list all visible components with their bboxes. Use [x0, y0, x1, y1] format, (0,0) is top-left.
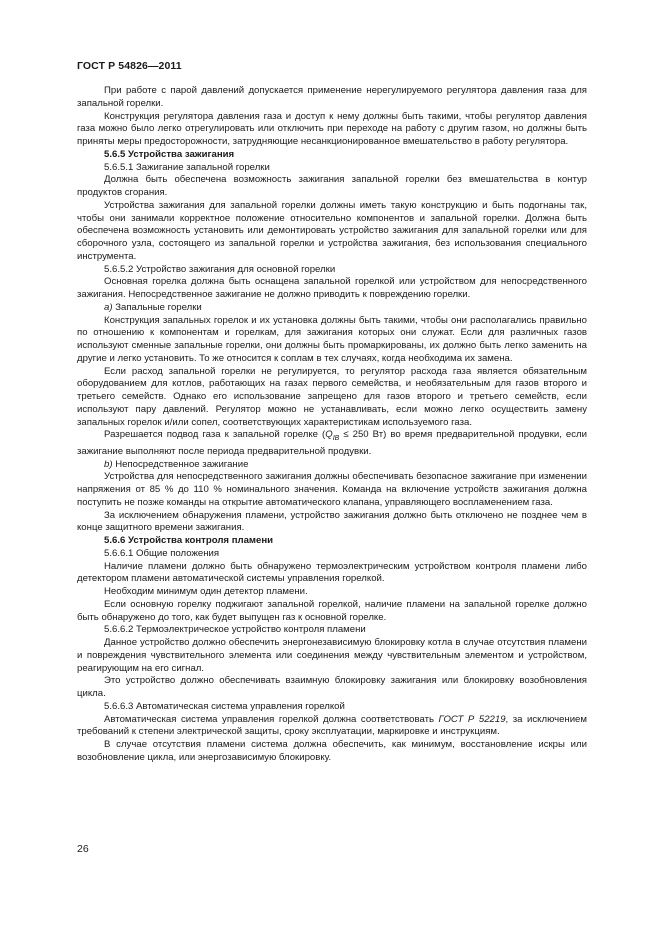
paragraph: Конструкция запальных горелок и их установка должны быть такими, чтобы они располагались правильно по отношению к компонентам и горелкам, для зажигания которых они служат. Если для различных газов используют сменные запальные горелки, они должны быть промаркированы, их должно быть легко заменить на другие и легко установить. То же относится к соплам в тех случаях, когда необходима их замена.	[77, 314, 587, 364]
subsection-title: 5.6.5.1 Зажигание запальной горелки	[104, 161, 270, 173]
paragraph: При работе с парой давлений допускается применение нерегулируемого регулятора давления газа для запальной горелки.	[77, 85, 587, 109]
list-item-heading	[77, 459, 587, 472]
paragraph: Если расход запальной горелки не регулируется, то регулятор расхода газа является обязательным оборудованием для котлов, работающих на газах первого семейства, и необязательным для газов второго и третьего семейств. Однако его использование запрещено для газов второго и третьего семейств, если используют пару давлений. Регулятор можно не устанавливать, если можно легко осуществить замену запальных горелок и/или сопел, соответствующих характеристикам используемого газа.	[77, 365, 587, 428]
paragraph: Должна быть обеспечена возможность зажигания запальной горелки без вмешательства в контур продуктов сгорания.	[77, 174, 587, 198]
subsection-title: 5.6.6.3 Автоматическая система управления горелкой	[104, 700, 345, 712]
page-number: 26	[77, 843, 89, 855]
paragraph: Необходим минимум один детектор пламени.	[104, 586, 308, 598]
paragraph: За исключением обнаружения пламени, устройство зажигания должно быть отключено не позднее чем в конце защитного времени зажигания.	[77, 509, 587, 534]
section-heading: 5.6.5 Устройства зажигания	[104, 148, 235, 160]
subsection-title: 5.6.5.2 Устройство зажигания для основной горелки	[104, 263, 336, 275]
paragraph: Это устройство должно обеспечивать взаимную блокировку зажигания или блокировку возобновления цикла.	[77, 675, 587, 700]
standard-code-header: ГОСТ Р 54826—2011	[77, 60, 182, 72]
paragraph: Устройства зажигания для запальной горелки должны иметь такую конструкцию и быть подогнаны так, чтобы они занимали корректное положение относительно компонентов и запальной горелки. Должна быть обеспечена возможность установить или демонтировать устройство зажигания для запальной горелки или для сборочного узла, состоящего из запальной горелки и устройства зажигания, без использования специального инструмента.	[77, 199, 587, 262]
section-heading: 5.6.6 Устройства контроля пламени	[104, 535, 274, 547]
paragraph: Основная горелка должна быть оснащена запальной горелкой или устройством для непосредственного зажигания. Непосредственное зажигание не должно приводить к повреждению горелки.	[77, 276, 587, 300]
list-item-label: а)	[104, 301, 113, 313]
formula-symbol: $Q_{IB}$	[325, 429, 340, 443]
subsection-title: 5.6.6.1 Общие положения	[104, 547, 220, 559]
paragraph-with-reference: Автоматическая система управления горелкой должна соответствовать ГОСТ Р 52219, за исключением требований к степени электрической защиты, сроку эксплуатации, маркировке и инструкциям.	[77, 713, 587, 738]
subsection-title: 5.6.6.2 Термоэлектрическое устройство контроля пламени	[104, 624, 366, 636]
list-item-text: Непосредственное зажигание	[115, 458, 249, 470]
document-body	[77, 85, 587, 765]
paragraph: В случае отсутствия пламени система должна обеспечить, как минимум, восстановление искры или возобновление цикла, или энергозависимую блокировку.	[77, 739, 587, 763]
list-item-text: Запальные горелки	[115, 301, 202, 313]
standard-reference: ГОСТ Р 52219	[438, 713, 506, 725]
paragraph: Если основную горелку поджигают запальной горелкой, наличие пламени на запальной горелке должно быть обнаружено до того, как будет выпущен газ к основной горелке.	[77, 598, 587, 623]
paragraph: Устройства для непосредственного зажигания должны обеспечивать безопасное зажигание при изменении напряжения от 85 % до 110 % номинального значения. Команда на включение устройств зажигания должна поступить не позже команды на открытие автоматического клапана, управляющего воспламенением газа.	[77, 471, 587, 508]
paragraph-with-formula: Разрешается подвод газа к запальной горелке ($Q_{IB} \le 250$ Вт) во время предварительной продувки, если зажигание выполняют после периода предварительной продувки.	[77, 429, 587, 457]
list-item-label: b)	[104, 458, 113, 470]
paragraph: Данное устройство должно обеспечить энергонезависимую блокировку котла в случае отсутствия пламени и повреждения чувствительного элемента или соединения между чувствительным элементом и устройством, реагирующим на его сигнал.	[77, 637, 587, 674]
paragraph: Конструкция регулятора давления газа и доступ к нему должны быть такими, чтобы регулятор давления газа можно было легко отрегулировать или отключить при переходе на работу с другим газом, но должны быть приняты меры предосторожности, затрудняющие несанкционированное вмешательство в работу регулятора.	[77, 110, 587, 147]
list-item-heading	[77, 302, 587, 315]
paragraph: Наличие пламени должно быть обнаружено термоэлектрическим устройством контроля пламени либо детектором пламени автоматической системы управления горелкой.	[77, 560, 587, 585]
